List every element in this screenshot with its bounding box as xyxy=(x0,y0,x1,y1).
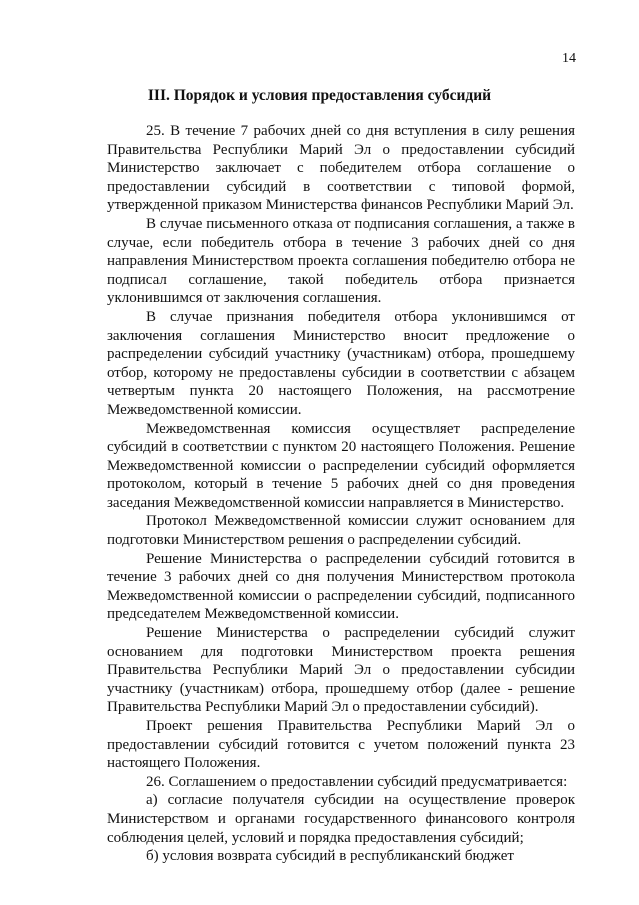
paragraph-decision-basis: Решение Министерства о распределении субсидий служит основанием для подготовки Министерством проекта решения Правительства Республики Марий Эл о предоставлении субсидии участнику (участникам) отбора, прошедшему отбор (далее - решение Правительства Республики Марий Эл о предоставлении субсидий). xyxy=(107,625,575,716)
paragraph-recognition: В случае признания победителя отбора уклонившимся от заключения соглашения Министерство вносит предложение о распределении субсидий участнику (участникам) отбора, прошедшему отбор, которому не предоставлены субсидии в соответствии с абзацем четвертым пункта 20 настоящего Положения, на рассмотрение Межведомственной комиссии. xyxy=(107,308,575,418)
page-number: 14 xyxy=(562,51,576,66)
paragraph-26: 26. Соглашением о предоставлении субсидий предусматривается: xyxy=(146,773,568,790)
list-item-b: б) условия возврата субсидий в республиканский бюджет xyxy=(146,848,514,865)
paragraph-ministry-decision: Решение Министерства о распределении субсидий готовится в течение 3 рабочих дней со дня получения Министерством протокола Межведомственной комиссии о распределении субсидий, подписанного председателем Межведомственной комиссии. xyxy=(107,550,575,623)
paragraph-protocol: Протокол Межведомственной комиссии служит основанием для подготовки Министерством решения о распределении субсидий. xyxy=(107,513,575,549)
document-body xyxy=(107,122,575,866)
paragraph-refusal: В случае письменного отказа от подписания соглашения, а также в случае, если победитель отбора в течение 3 рабочих дней со дня направления Министерством проекта соглашения победителю отбора не подписал соглашение, такой победитель отбора признается уклонившимся от заключения соглашения. xyxy=(107,215,575,307)
paragraph-25: 25. В течение 7 рабочих дней со дня вступления в силу решения Правительства Республики Марий Эл о предоставлении субсидий Министерство заключает с победителем отбора соглашение о предоставлении субсидий в соответствии с типовой формой, утвержденной приказом Министерства финансов Республики Марий Эл. xyxy=(107,123,575,214)
paragraph-commission-distribution: Межведомственная комиссия осуществляет распределение субсидий в соответствии с пунктом 20 настоящего Положения. Решение Межведомственной комиссии о распределении субсидий оформляется протоколом, который в течение 5 рабочих дней со дня проведения заседания Межведомственной комиссии направляется в Министерство. xyxy=(107,420,575,511)
section-title: III. Порядок и условия предоставления субсидий xyxy=(147,87,492,104)
list-item-a: а) согласие получателя субсидии на осуществление проверок Министерством и органами государственного финансового контроля соблюдения целей, условий и порядка предоставления субсидий; xyxy=(107,792,575,846)
paragraph-draft-decision: Проект решения Правительства Республики Марий Эл о предоставлении субсидий готовится с учетом положений пункта 23 настоящего Положения. xyxy=(107,718,575,772)
